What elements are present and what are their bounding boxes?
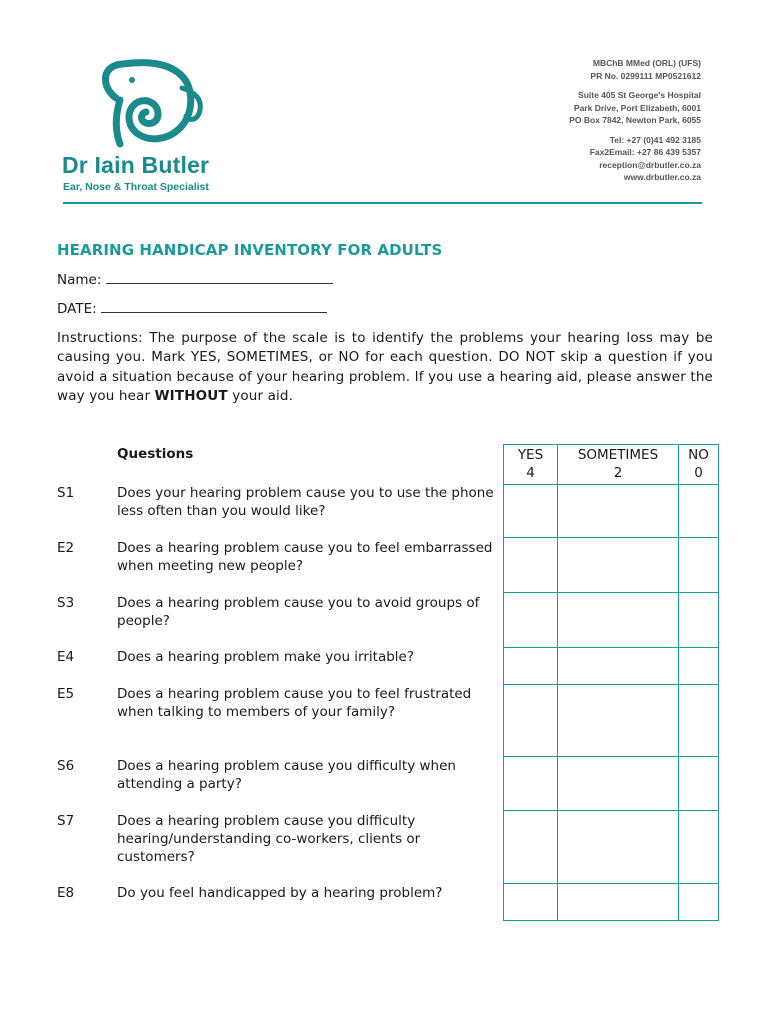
instructions-emphasis: WITHOUT bbox=[154, 387, 228, 404]
answer-cell-no[interactable] bbox=[679, 811, 719, 884]
question-text: Does a hearing problem cause you difficulty hearing/understanding co-workers, clients or customers? bbox=[117, 813, 421, 866]
question-text: Does a hearing problem cause you difficulty when attending a party? bbox=[117, 758, 456, 793]
answer-cell-sometimes[interactable] bbox=[558, 648, 679, 685]
name-blank[interactable] bbox=[106, 271, 333, 284]
answer-cell-yes[interactable] bbox=[504, 648, 558, 685]
phone: Tel: +27 (0)41 492 3185 bbox=[609, 134, 701, 145]
brand-subtitle: Ear, Nose & Throat Specialist bbox=[63, 181, 209, 193]
column-label: YES bbox=[517, 447, 544, 463]
address-line: Suite 405 St George's Hospital bbox=[578, 90, 701, 100]
elephant-spiral-icon bbox=[98, 58, 208, 153]
answer-cell-yes[interactable] bbox=[504, 485, 558, 538]
answer-cell-yes[interactable] bbox=[504, 811, 558, 884]
answer-cell-sometimes[interactable] bbox=[558, 811, 679, 884]
answer-cell-sometimes[interactable] bbox=[558, 757, 679, 811]
answer-cell-sometimes[interactable] bbox=[558, 685, 679, 757]
column-label: SOMETIMES bbox=[577, 447, 659, 463]
questions-header: Questions bbox=[117, 446, 194, 462]
website: www.drbutler.co.za bbox=[623, 172, 701, 182]
date-blank[interactable] bbox=[101, 300, 327, 313]
answer-cell-sometimes[interactable] bbox=[558, 485, 679, 538]
column-score: 2 bbox=[613, 464, 623, 481]
question-code: E8 bbox=[57, 885, 75, 901]
question-code: S1 bbox=[57, 485, 75, 501]
qualification-line: PR No. 0299111 MP0521612 bbox=[590, 70, 701, 81]
answer-row bbox=[504, 757, 719, 811]
instructions bbox=[57, 329, 713, 406]
instructions-text: Instructions: The purpose of the scale is to identify the problems your hearing loss may be causing you. Mark YES, SOMETIMES, or NO for each question. DO NOT skip a question if you avoid a situation because of your hearing problem. If you use a hearing aid, please answer the way you hear bbox=[57, 330, 713, 404]
question-text: Does a hearing problem cause you to avoid groups of people? bbox=[117, 595, 480, 630]
brand-name: Dr Iain Butler bbox=[62, 152, 210, 178]
column-header-sometimes bbox=[558, 445, 679, 485]
answer-cell-no[interactable] bbox=[679, 884, 719, 921]
answer-row bbox=[504, 884, 719, 921]
answer-row bbox=[504, 485, 719, 538]
answer-row bbox=[504, 685, 719, 757]
question-text: Do you feel handicapped by a hearing problem? bbox=[117, 885, 443, 901]
question-text: Does your hearing problem cause you to use the phone less often than you would like? bbox=[117, 485, 494, 520]
column-header-yes bbox=[504, 445, 558, 485]
column-label: NO bbox=[688, 447, 709, 463]
qualification-line: MBChB MMed (ORL) (UFS) bbox=[592, 58, 701, 68]
answer-cell-yes[interactable] bbox=[504, 884, 558, 921]
question-code: S3 bbox=[57, 595, 75, 611]
question-text: Does a hearing problem make you irritable? bbox=[117, 649, 415, 665]
answer-cell-sometimes[interactable] bbox=[558, 884, 679, 921]
column-header-no bbox=[679, 445, 719, 485]
column-score: 0 bbox=[694, 464, 703, 481]
fax: Fax2Email: +27 86 439 5357 bbox=[589, 147, 701, 157]
answer-row bbox=[504, 593, 719, 648]
form-title: HEARING HANDICAP INVENTORY FOR ADULTS bbox=[57, 241, 443, 259]
qualifications bbox=[569, 57, 701, 82]
answer-cell-no[interactable] bbox=[679, 685, 719, 757]
question-code: S7 bbox=[57, 813, 75, 829]
contact-block bbox=[569, 57, 701, 191]
answer-row bbox=[504, 811, 719, 884]
question-code: E4 bbox=[57, 649, 75, 665]
question-code: S6 bbox=[57, 758, 75, 774]
answer-row bbox=[504, 648, 719, 685]
question-text: Does a hearing problem cause you to feel embarrassed when meeting new people? bbox=[117, 540, 493, 575]
answer-cell-no[interactable] bbox=[679, 757, 719, 811]
answer-row bbox=[504, 538, 719, 593]
address-line: PO Box 7842, Newton Park, 6055 bbox=[569, 115, 701, 125]
address-line: Park Drive, Port Elizabeth, 6001 bbox=[573, 102, 701, 113]
answer-cell-no[interactable] bbox=[679, 485, 719, 538]
grid-header-row bbox=[504, 445, 719, 485]
column-score: 4 bbox=[526, 464, 535, 481]
email: reception@drbutler.co.za bbox=[599, 159, 701, 170]
answer-cell-yes[interactable] bbox=[504, 538, 558, 593]
name-label: Name: bbox=[57, 272, 102, 288]
date-field bbox=[57, 300, 327, 317]
header-divider bbox=[63, 202, 702, 204]
contact-details bbox=[569, 134, 701, 184]
address bbox=[569, 89, 701, 127]
answer-cell-yes[interactable] bbox=[504, 685, 558, 757]
date-label: DATE: bbox=[57, 301, 97, 317]
question-text: Does a hearing problem cause you to feel frustrated when talking to members of your family? bbox=[117, 686, 472, 721]
answer-cell-no[interactable] bbox=[679, 593, 719, 648]
answer-cell-sometimes[interactable] bbox=[558, 593, 679, 648]
name-field bbox=[57, 271, 333, 288]
answer-cell-yes[interactable] bbox=[504, 757, 558, 811]
answer-cell-no[interactable] bbox=[679, 648, 719, 685]
question-code: E2 bbox=[57, 540, 75, 556]
answer-grid bbox=[503, 444, 719, 921]
answer-cell-no[interactable] bbox=[679, 538, 719, 593]
instructions-text-end: your aid. bbox=[227, 387, 294, 404]
answer-cell-sometimes[interactable] bbox=[558, 538, 679, 593]
question-code: E5 bbox=[57, 686, 75, 702]
answer-cell-yes[interactable] bbox=[504, 593, 558, 648]
